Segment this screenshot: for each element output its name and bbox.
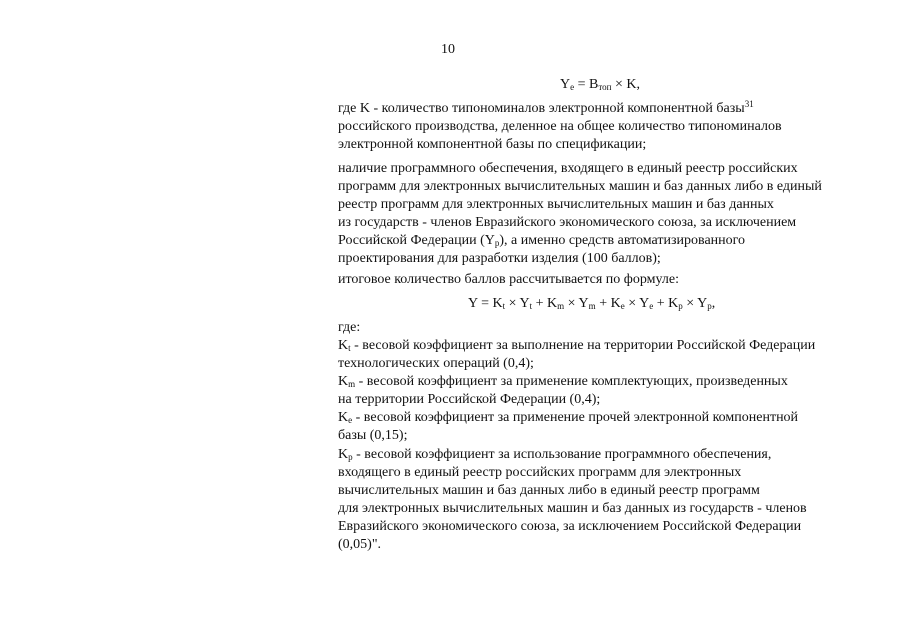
symbol-sub: e [348, 415, 353, 425]
definitions-heading: где: [338, 320, 361, 335]
text-segment: ), а именно средств автоматизированного [499, 233, 746, 248]
formula-ye-lhs: Y [560, 77, 571, 92]
text-segment: - весовой коэффициент за применение прочей электронной компонентной [352, 410, 799, 425]
formula-part: + K [532, 296, 558, 311]
formula-part: × Y [505, 296, 530, 311]
symbol: K [338, 338, 349, 353]
text-line: технологических операций (0,4); [338, 356, 534, 371]
formula-part: × Y [624, 296, 650, 311]
text-line: Евразийского экономического союза, за исключением Российской Федерации [338, 519, 802, 534]
text-line: реестр программ для электронных вычислительных машин и баз данных [338, 197, 774, 212]
formula-ye-b-sub: топ [598, 82, 612, 92]
text-line: итоговое количество баллов рассчитывается по формуле: [338, 272, 679, 287]
text-segment: - весовой коэффициент за выполнение на территории Российской Федерации [350, 338, 816, 353]
def-ke [338, 409, 878, 427]
paragraph-k-definition [338, 100, 878, 154]
symbol: K [338, 410, 349, 425]
symbol-sub: p [348, 452, 353, 462]
paragraph-total-score [338, 271, 878, 289]
formula-part: × Y [682, 296, 708, 311]
text-line: программ для электронных вычислительных машин и баз данных либо в единый [338, 179, 822, 194]
yp-sub: p [494, 238, 500, 248]
text-line [338, 232, 878, 250]
formula-sub: m [557, 301, 565, 311]
symbol-sub: t [348, 343, 351, 353]
text-line: (0,05)". [338, 537, 382, 552]
formula-ye-eq: = B [574, 77, 599, 92]
text-line: из государств - членов Евразийского экономического союза, за исключением [338, 215, 797, 230]
text-line: вычислительных машин и баз данных либо в единый реестр программ [338, 483, 760, 498]
formula-sub: t [529, 301, 533, 311]
formula-sub: m [588, 301, 596, 311]
text-segment: - весовой коэффициент за использование программного обеспечения, [352, 447, 772, 462]
formula-ye [560, 76, 640, 94]
text-line: электронной компонентной базы по спецификации; [338, 137, 647, 152]
text-line: российского производства, деленное на общее количество типономиналов [338, 119, 782, 134]
formula-sub: p [678, 301, 683, 311]
text-segment: - весовой коэффициент за применение комплектующих, произведенных [355, 374, 788, 389]
formula-ye-lhs-sub: e [570, 82, 575, 92]
text-line: базы (0,15); [338, 428, 408, 443]
formula-part: + K [595, 296, 621, 311]
formula-sub: t [502, 301, 506, 311]
text-segment: Российской Федерации (Y [338, 233, 495, 248]
def-kp [338, 446, 878, 464]
text-line: для электронных вычислительных машин и баз данных из государств - членов [338, 501, 807, 516]
def-kt [338, 337, 878, 355]
formula-part: × Y [564, 296, 589, 311]
formula-part: Y = K [468, 296, 503, 311]
formula-part: + K [653, 296, 679, 311]
formula-sub: e [649, 301, 654, 311]
text-line: входящего в единый реестр российских программ для электронных [338, 465, 742, 480]
symbol: K [338, 447, 349, 462]
symbol-sub: m [348, 379, 356, 389]
formula-ye-rhs: × K, [611, 77, 641, 92]
formula-total [468, 295, 715, 313]
text-line [338, 100, 878, 118]
footnote-ref: 31 [744, 99, 754, 109]
page-number: 10 [441, 42, 455, 57]
formula-sub: p [707, 301, 712, 311]
def-km [338, 373, 878, 391]
symbol: K [338, 374, 349, 389]
text-line: на территории Российской Федерации (0,4); [338, 392, 601, 407]
paragraph-software [338, 160, 878, 268]
definitions-list [338, 319, 878, 445]
formula-sub: e [620, 301, 625, 311]
text-line: наличие программного обеспечения, входящего в единый реестр российских [338, 161, 798, 176]
formula-part: , [711, 296, 716, 311]
text-line: проектирования для разработки изделия (100 баллов); [338, 251, 661, 266]
text-segment: где K - количество типономиналов электронной компонентной базы [338, 101, 745, 116]
def-kp-paragraph [338, 446, 878, 554]
